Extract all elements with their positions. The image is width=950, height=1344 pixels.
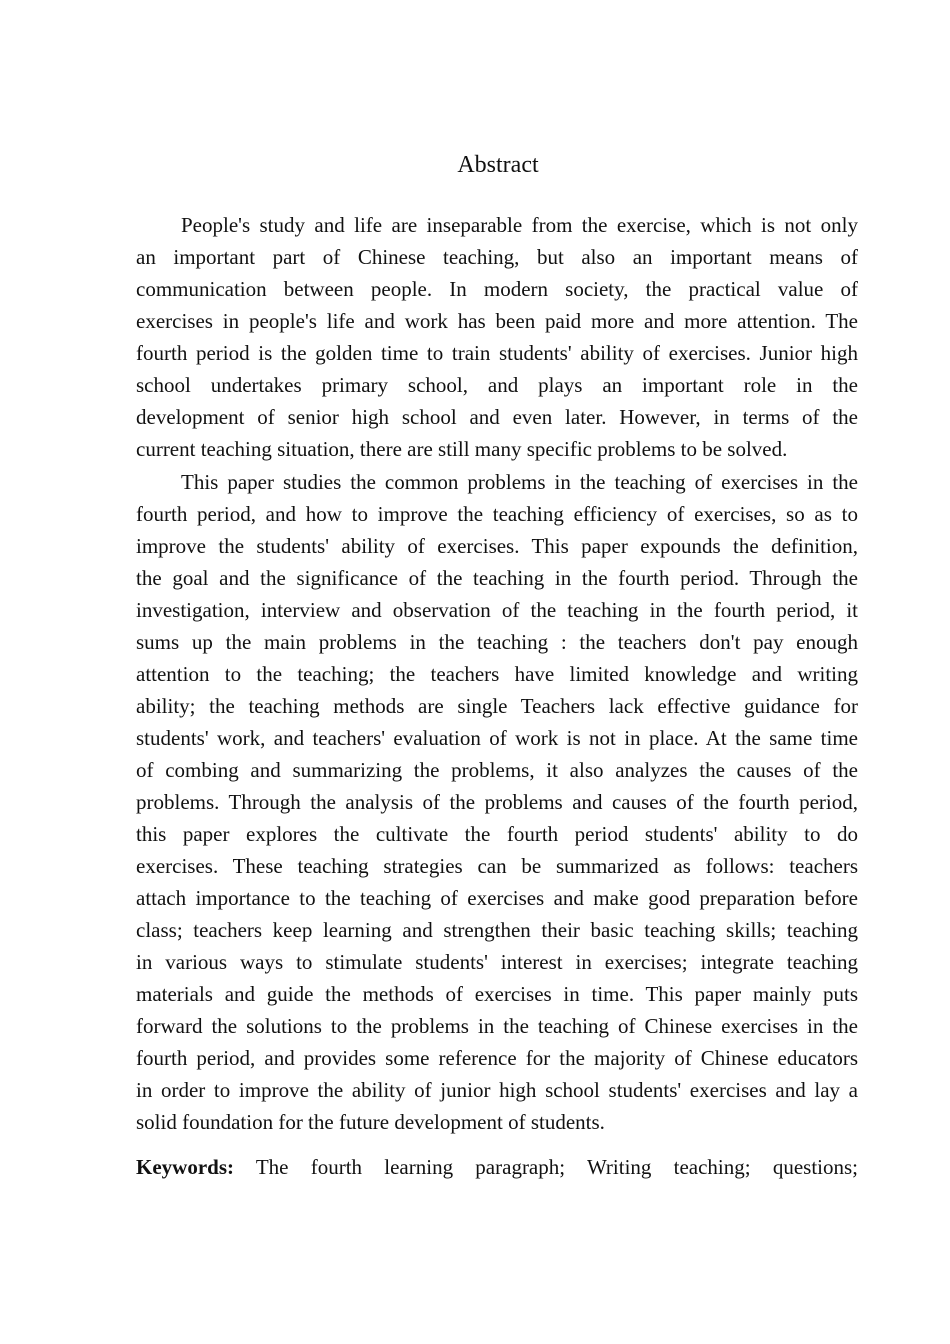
keywords-line [136, 1151, 858, 1183]
abstract-title: Abstract [457, 152, 539, 178]
text-line: the goal and the significance of the teaching in the fourth period. Through the [136, 566, 858, 590]
text-line: ability; the teaching methods are single Teachers lack effective guidance for [136, 694, 858, 718]
text-line: fourth period is the golden time to train students' ability of exercises. Junior high [136, 341, 858, 365]
text-line: This paper studies the common problems in the teaching of exercises in the [181, 470, 858, 494]
text-line: school undertakes primary school, and plays an important role in the [136, 373, 858, 397]
text-line: exercises in people's life and work has been paid more and more attention. The [136, 309, 858, 333]
text-line: People's study and life are inseparable from the exercise, which is not only [181, 213, 858, 237]
text-line: in various ways to stimulate students' interest in exercises; integrate teaching [136, 950, 858, 974]
text-line: students' work, and teachers' evaluation of work is not in place. At the same time [136, 726, 858, 750]
text-line: communication between people. In modern society, the practical value of [136, 277, 858, 301]
text-line: fourth period, and how to improve the teaching efficiency of exercises, so as to [136, 502, 858, 526]
text-line: an important part of Chinese teaching, but also an important means of [136, 245, 858, 269]
text-line: this paper explores the cultivate the fourth period students' ability to do [136, 822, 858, 846]
text-line: forward the solutions to the problems in the teaching of Chinese exercises in the [136, 1014, 858, 1038]
text-line: exercises. These teaching strategies can be summarized as follows: teachers [136, 854, 858, 878]
text-line: solid foundation for the future development of students. [136, 1110, 605, 1134]
text-line: development of senior high school and even later. However, in terms of the [136, 405, 858, 429]
text-line: investigation, interview and observation of the teaching in the fourth period, it [136, 598, 858, 622]
text-line: materials and guide the methods of exercises in time. This paper mainly puts [136, 982, 858, 1006]
keywords-text: The fourth learning paragraph; Writing teaching; questions; [255, 1155, 859, 1179]
text-line: sums up the main problems in the teaching : the teachers don't pay enough [136, 630, 858, 654]
text-line: fourth period, and provides some reference for the majority of Chinese educators [136, 1046, 858, 1070]
text-line: class; teachers keep learning and strengthen their basic teaching skills; teaching [136, 918, 858, 942]
text-line: in order to improve the ability of junior high school students' exercises and lay a [136, 1078, 858, 1102]
text-line: current teaching situation, there are still many specific problems to be solved. [136, 437, 788, 461]
text-line: attach importance to the teaching of exercises and make good preparation before [136, 886, 858, 910]
abstract-paragraph-2 [136, 466, 858, 1138]
text-line: problems. Through the analysis of the problems and causes of the fourth period, [136, 790, 858, 814]
text-line: attention to the teaching; the teachers have limited knowledge and writing [136, 662, 858, 686]
text-line: of combing and summarizing the problems, it also analyzes the causes of the [136, 758, 858, 782]
text-line: improve the students' ability of exercises. This paper expounds the definition, [136, 534, 858, 558]
keywords-label: Keywords: [136, 1155, 234, 1179]
abstract-paragraph-1 [136, 209, 858, 465]
